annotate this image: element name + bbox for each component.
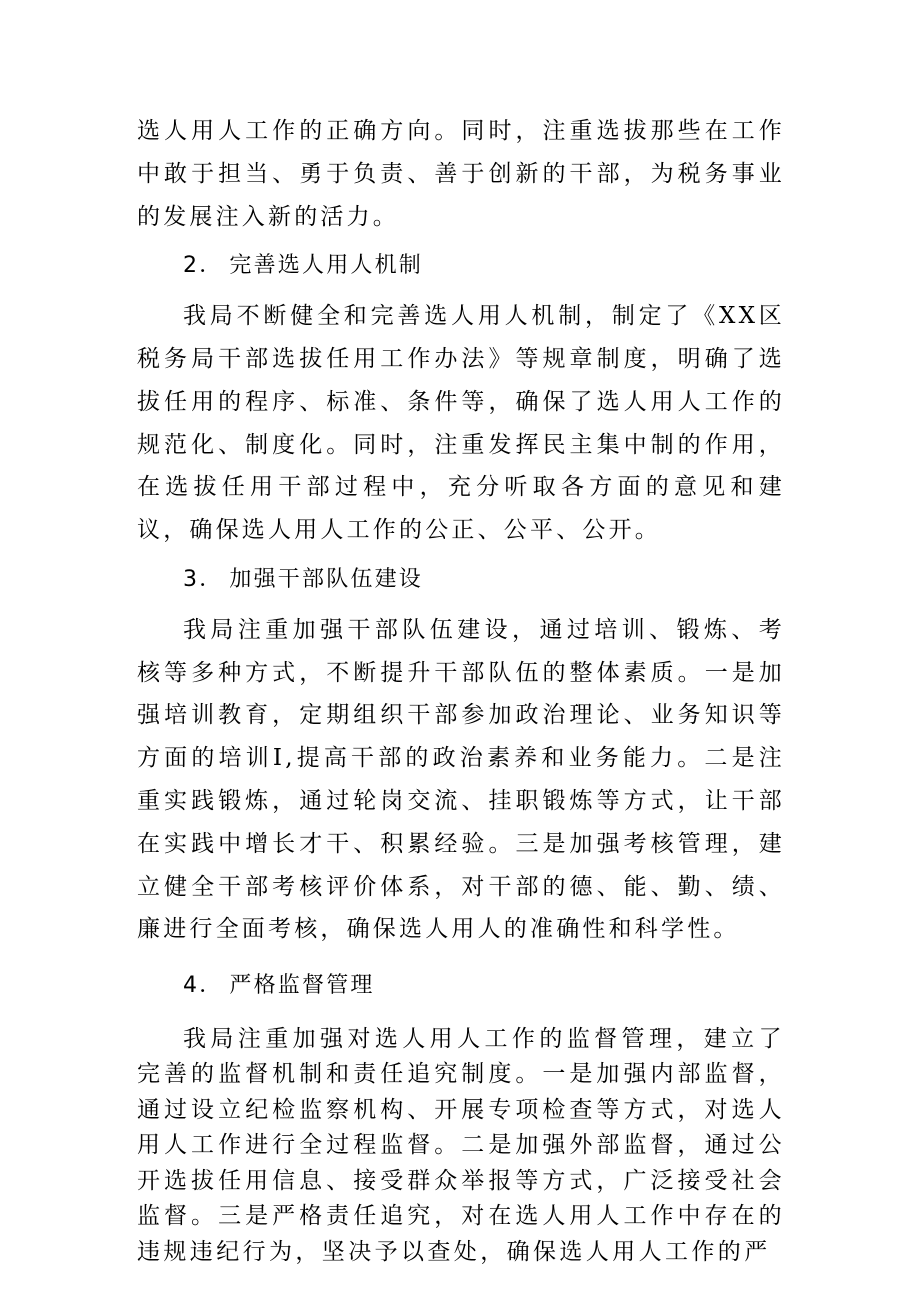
section-2-number: 2． xyxy=(183,253,224,279)
section-4-heading xyxy=(137,965,785,1008)
section-3-heading xyxy=(137,559,785,602)
section-4-paragraph: 我局注重加强对选人用人工作的监督管理，建立了完善的监督机制和责任追究制度。一是加强内部监督，通过设立纪检监察机构、开展专项检查等方式，对选人用人工作进行全过程监督。二是加强外部监督，通过公开选拔任用信息、接受群众举报等方式，广泛接受社会监督。三是严格责任追究，对在选人用人工作中存在的违规违纪行为，坚决予以查处，确保选人用人工作的严 xyxy=(137,1025,785,1265)
section-4-title: 严格监督管理 xyxy=(229,973,375,999)
section-3-number: 3． xyxy=(183,566,224,592)
section-3-paragraph: 我局注重加强干部队伍建设，通过培训、锻炼、考核等多种方式，不断提升干部队伍的整体素质。一是加强培训教育，定期组织干部参加政治理论、业务知识等方面的培训I,提高干部的政治素养和业务能力。二是注重实践锻炼，通过轮岗交流、挂职锻炼等方式，让干部在实践中增长才干、积累经验。三是加强考核管理，建立健全干部考核评价体系，对干部的德、能、勤、绩、廉进行全面考核，确保选人用人的准确性和科学性。 xyxy=(137,616,785,943)
intro-paragraph: 选人用人工作的正确方向。同时，注重选拔那些在工作中敢于担当、勇于负责、善于创新的干部，为税务事业的发展注入新的活力。 xyxy=(137,118,785,230)
section-2-paragraph: 我局不断健全和完善选人用人机制，制定了《XX区税务局干部选拔任用工作办法》等规章制度，明确了选拔任用的程序、标准、条件等，确保了选人用人工作的规范化、制度化。同时，注重发挥民主集中制的作用，在选拔任用干部过程中，充分听取各方面的意见和建议，确保选人用人工作的公正、公平、公开。 xyxy=(137,303,785,544)
document-body xyxy=(137,110,785,1270)
section-4-number: 4． xyxy=(183,973,224,999)
section-3-title: 加强干部队伍建设 xyxy=(229,566,424,592)
section-2-heading xyxy=(137,245,785,288)
section-2-title: 完善选人用人机制 xyxy=(229,253,424,279)
